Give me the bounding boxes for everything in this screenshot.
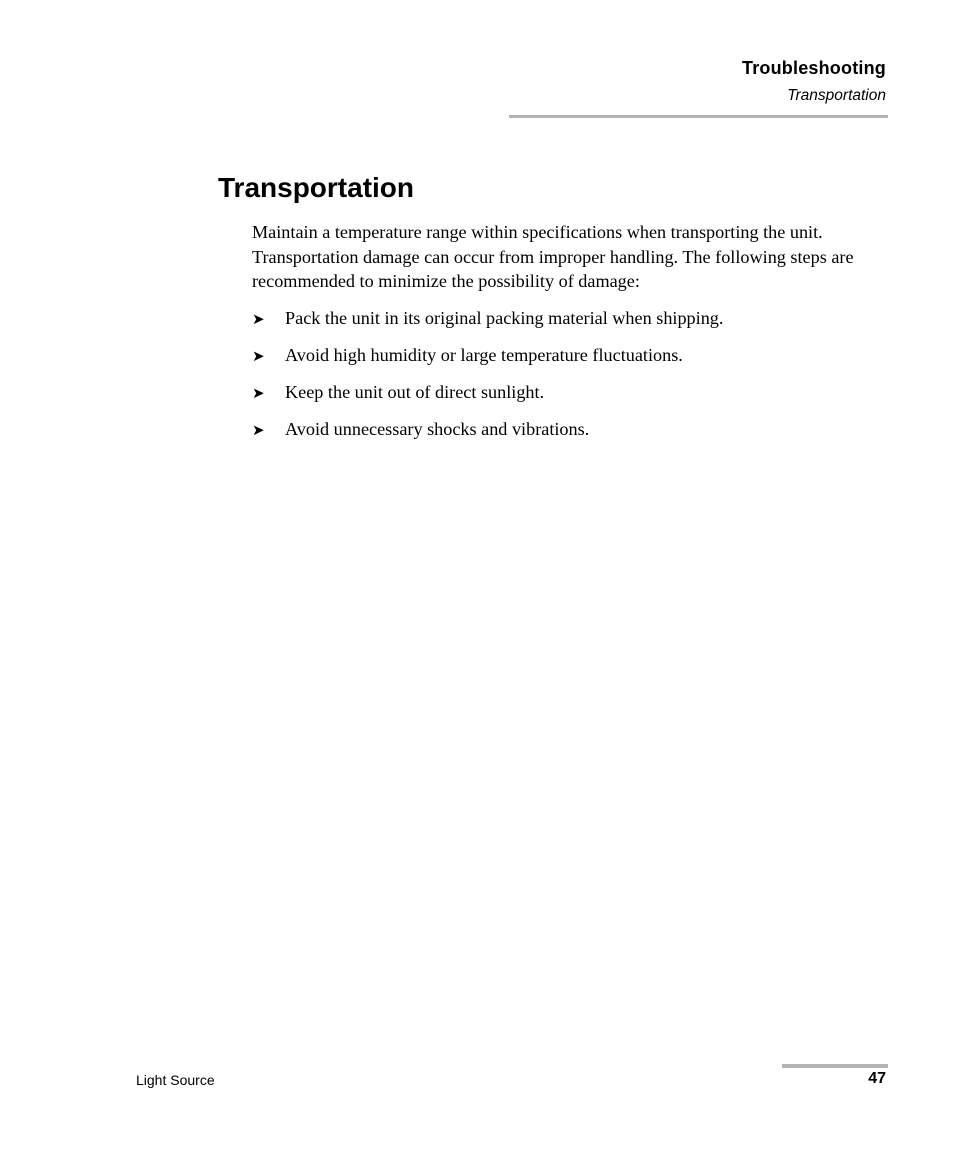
bullet-list: [252, 306, 892, 442]
content-body: [252, 220, 892, 454]
arrowhead-bullet-icon: ➤: [252, 383, 265, 402]
page-title: Transportation: [218, 172, 415, 203]
footer-divider: [782, 1064, 888, 1068]
footer-product-name: Light Source: [136, 1072, 215, 1088]
running-header: [742, 56, 886, 107]
arrowhead-bullet-icon: ➤: [252, 346, 265, 365]
header-section-title: Transportation: [787, 87, 886, 104]
list-item-text: Keep the unit out of direct sunlight.: [285, 381, 545, 402]
arrowhead-bullet-icon: ➤: [252, 309, 265, 328]
list-item-text: Avoid high humidity or large temperature fluctuations.: [285, 344, 683, 365]
list-item: [252, 380, 892, 405]
list-item: [252, 306, 892, 331]
list-item: [252, 343, 892, 368]
list-item-text: Avoid unnecessary shocks and vibrations.: [285, 418, 590, 439]
header-divider: [509, 115, 888, 118]
list-item: [252, 417, 892, 442]
list-item-text: Pack the unit in its original packing material when shipping.: [285, 307, 724, 328]
page-number: 47: [868, 1070, 886, 1087]
intro-paragraph: Maintain a temperature range within specifications when transporting the unit. Transportation damage can occur from improper handling. The following steps are recommended to minimize the possibility of damage:: [252, 222, 854, 292]
header-chapter-title: Troubleshooting: [742, 58, 886, 78]
arrowhead-bullet-icon: ➤: [252, 420, 265, 439]
